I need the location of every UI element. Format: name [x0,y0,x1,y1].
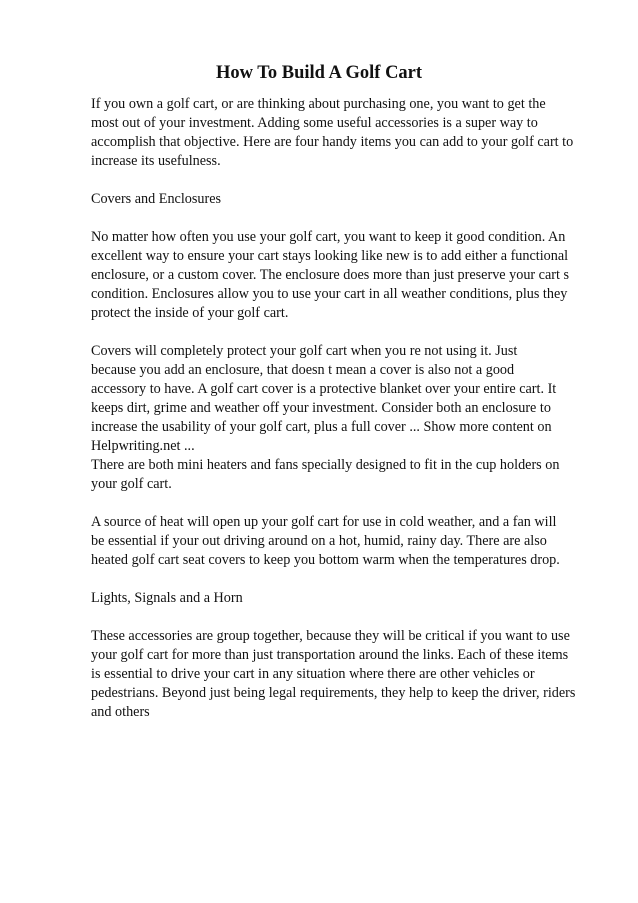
intro-paragraph: If you own a golf cart, or are thinking about purchasing one, you want to get the most out of your investment. Adding some useful accessories is a super way to accomplish that objective. Here are four handy items you can add to your golf cart to increase its usefulness. [91,96,574,169]
heaters-paragraph: There are both mini heaters and fans specially designed to fit in the cup holders on your golf cart. [91,457,560,492]
heat-paragraph: A source of heat will open up your golf cart for use in cold weather, and a fan will be essential if your out driving around on a hot, humid, rainy day. There are also heated golf cart seat covers to keep you bottom warm when the temperatures drop. [91,514,560,568]
document-body [91,95,591,741]
covers-paragraph-1: No matter how often you use your golf cart, you want to keep it good condition. An excellent way to ensure your cart stays looking like new is to add either a functional enclosure, or a custom cover. The enclosure does more than just preserve your cart s condition. Enclosures allow you to use your cart in all weather conditions, plus they protect the inside of your golf cart. [91,229,570,321]
section-heading-covers: Covers and Enclosures [91,191,222,207]
section-heading-lights: Lights, Signals and a Horn [91,590,243,606]
page-title: How To Build A Golf Cart [215,63,423,83]
lights-paragraph: These accessories are group together, because they will be critical if you want to use your golf cart for more than just transportation around the links. Each of these items is essential to drive your cart in any situation where there are other vehicles or pedestrians. Beyond just being legal requirements, they help to keep the driver, riders and others [91,628,576,720]
covers-paragraph-2: Covers will completely protect your golf cart when you re not using it. Just because you add an enclosure, that doesn t mean a cover is also not a good accessory to have. A golf cart cover is a protective blanket over your entire cart. It keeps dirt, grime and weather off your investment. Consider both an enclosure to increase the usability of your golf cart, plus a full cover ... Show more content on Helpwriting.net ... [91,343,557,454]
